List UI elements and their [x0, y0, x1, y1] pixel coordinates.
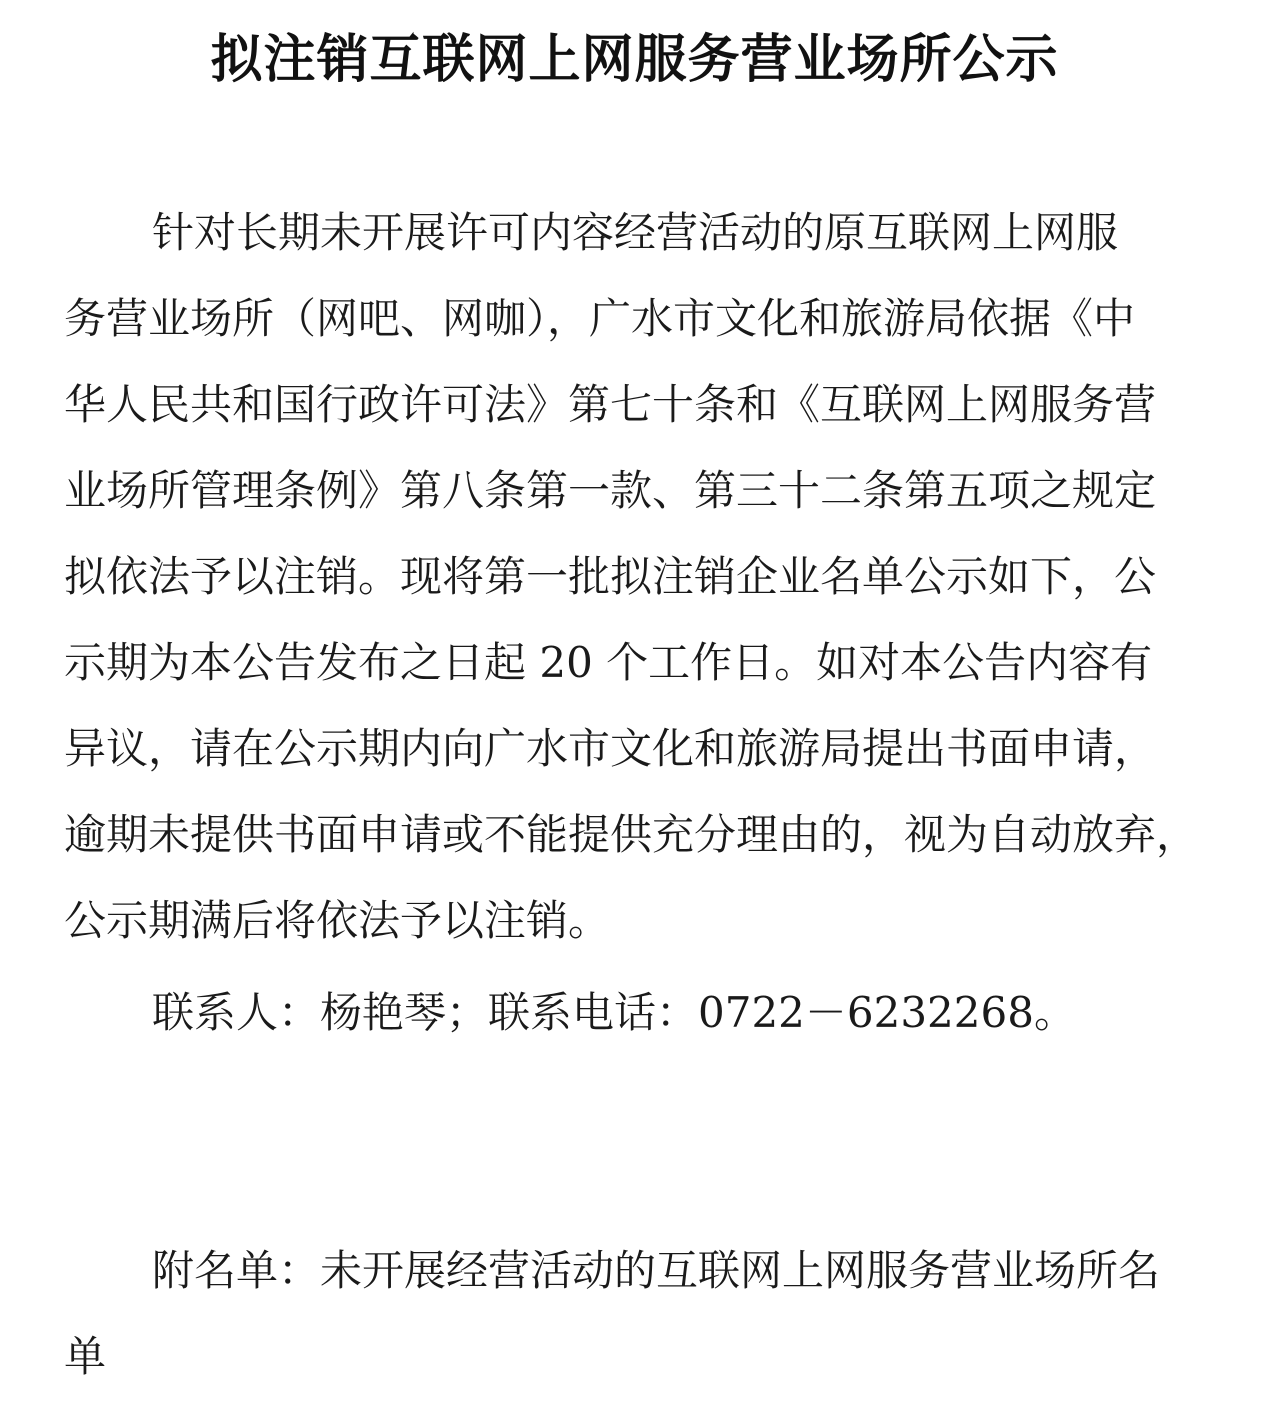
paragraph-line: 公示期满后将依法予以注销。	[64, 896, 611, 945]
paragraph-line: 针对长期未开展许可内容经营活动的原互联网上网服	[152, 208, 1119, 257]
paragraph-line: 务营业场所（网吧、网咖），广水市文化和旅游局依据《中	[64, 294, 1136, 343]
paragraph-line: 华人民共和国行政许可法》第七十条和《互联网上网服务营	[64, 380, 1157, 429]
attachment-paragraph	[64, 1228, 1214, 1400]
attachment-line: 单	[64, 1332, 107, 1381]
notice-paragraph	[64, 190, 1214, 964]
paragraph-line: 异议，请在公示期内向广水市文化和旅游局提出书面申请，	[64, 724, 1157, 773]
paragraph-line: 逾期未提供书面申请或不能提供充分理由的，视为自动放弃，	[64, 810, 1199, 859]
document-title: 拟注销互联网上网服务营业场所公示	[210, 30, 1059, 90]
attachment-line: 附名单：未开展经营活动的互联网上网服务营业场所名	[152, 1246, 1161, 1295]
contact-line: 联系人：杨艳琴；联系电话：0722－6232268。	[152, 988, 1076, 1037]
paragraph-line: 业场所管理条例》第八条第一款、第三十二条第五项之规定	[64, 466, 1157, 515]
paragraph-line: 拟依法予以注销。现将第一批拟注销企业名单公示如下，公	[64, 552, 1157, 601]
paragraph-line: 示期为本公告发布之日起 20 个工作日。如对本公告内容有	[64, 638, 1153, 687]
contact-paragraph	[64, 970, 1214, 1056]
